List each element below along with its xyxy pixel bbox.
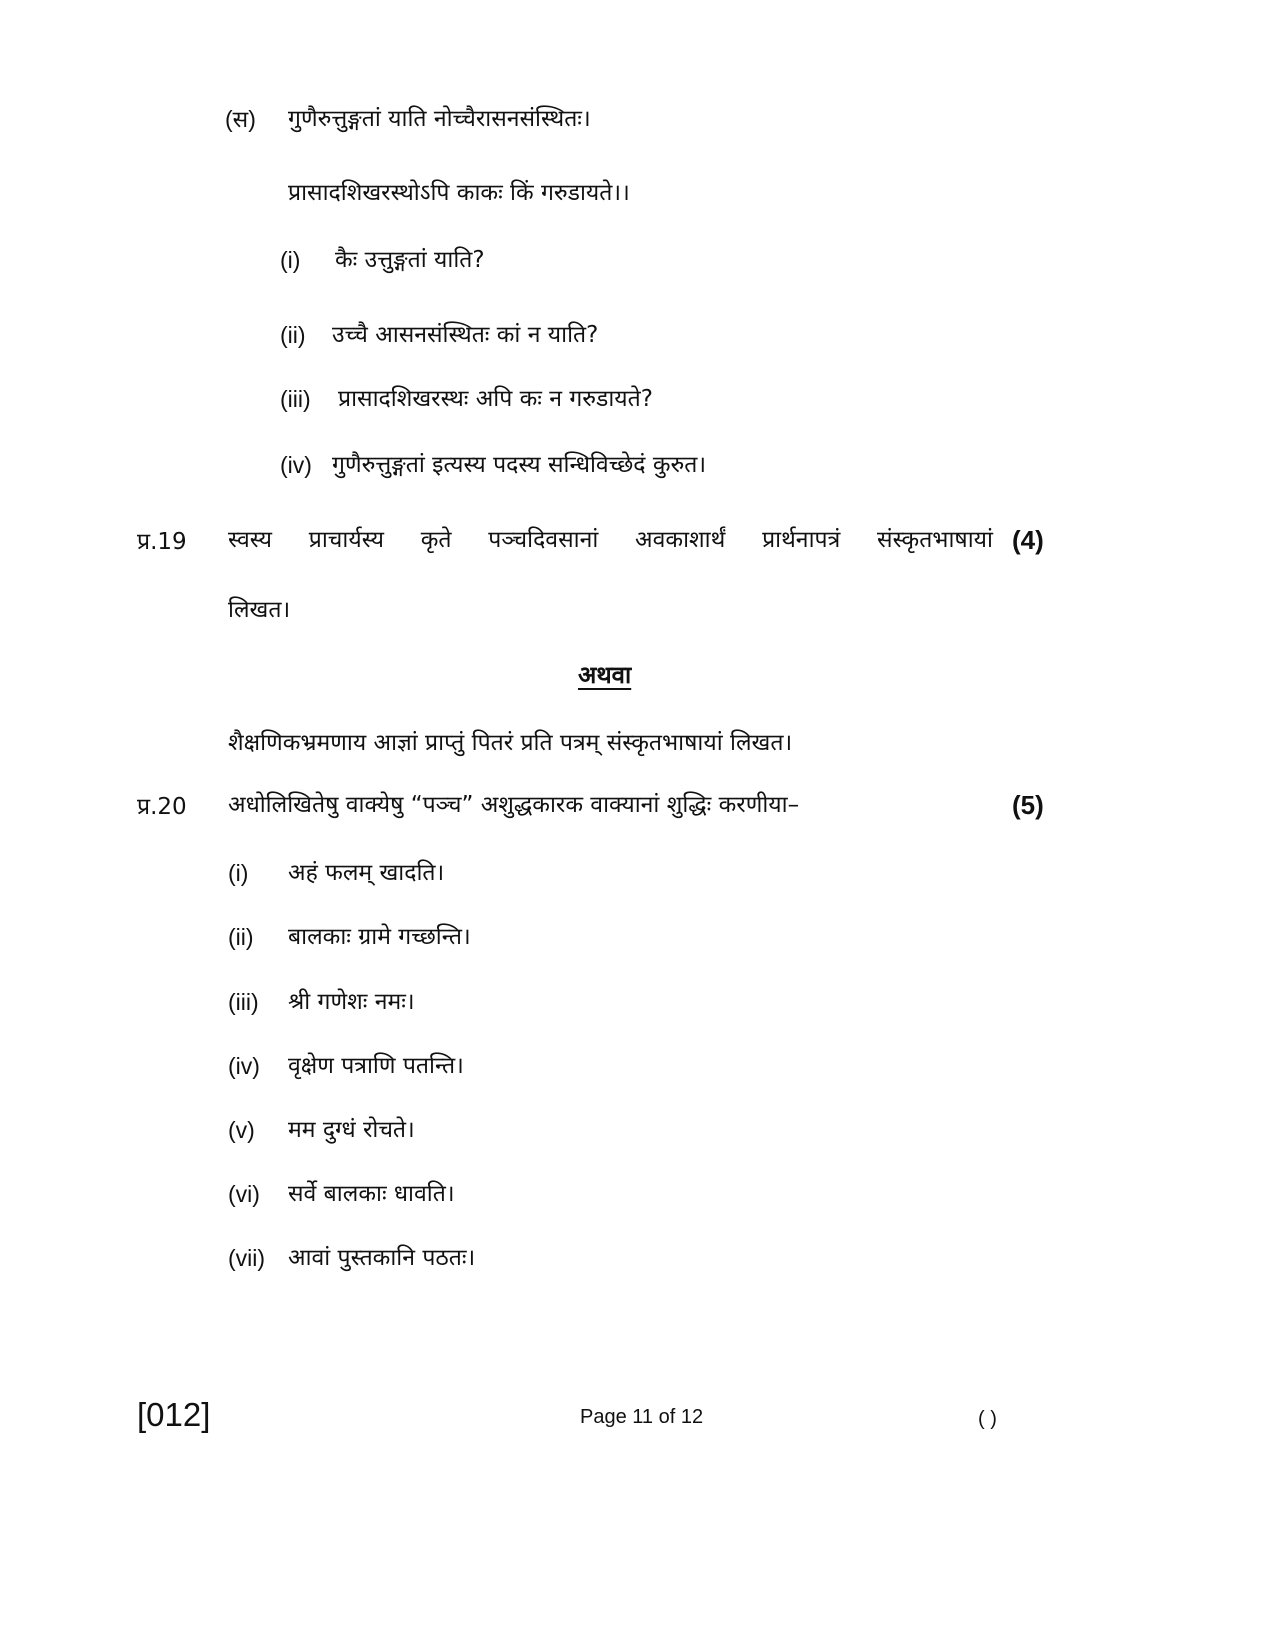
question-19-number: प्र.19 [137,529,187,555]
q19-word: संस्कृतभाषायां [877,527,993,553]
sentence-number: (i) [228,860,249,886]
verse-question-text: प्रासादशिखरस्थः अपि कः न गरुडायते? [338,386,653,412]
q19-word: प्रार्थनापत्रं [762,527,841,553]
verse-question-number: (iii) [280,386,311,412]
verse-question-number: (ii) [280,322,306,348]
question-19-line-1 [228,525,993,555]
question-20-number: प्र.20 [137,794,187,820]
sentence-text: श्री गणेशः नमः। [288,989,415,1015]
footer-right-marker: ( ) [978,1408,997,1430]
sentence-text: वृक्षेण पत्राणि पतन्ति। [288,1053,464,1079]
paper-code: [012] [137,1396,211,1433]
q19-word: कृते [420,527,452,553]
sentence-number: (iii) [228,989,259,1015]
sentence-number: (v) [228,1117,255,1143]
sentence-text: अहं फलम् खादति। [288,860,445,886]
sentence-number: (vii) [228,1245,266,1271]
question-19-alternative: शैक्षणिकभ्रमणाय आज्ञां प्राप्तुं पितरं प्रति पत्रम् संस्कृतभाषायां लिखत। [228,730,793,756]
q19-word: प्राचार्यस्य [308,527,384,553]
sentence-text: सर्वे बालकाः धावति। [288,1181,455,1207]
verse-question-number: (iv) [280,452,312,478]
q19-word: पञ्चदिवसानां [488,527,599,553]
verse-line-1: गुणैरुत्तुङ्गतां याति नोच्चैरासनसंस्थितः। [288,106,591,132]
q19-word: स्वस्य [228,527,273,553]
sentence-text: मम दुग्धं रोचते। [288,1117,415,1143]
verse-label: (स) [225,106,256,132]
question-20-text: अधोलिखितेषु वाक्येषु “पञ्च” अशुद्धकारक वाक्यानां शुद्धिः करणीया– [228,792,800,818]
question-19-line-2: लिखत। [228,597,291,623]
question-20-marks: (5) [1012,790,1044,820]
verse-question-number: (i) [280,247,301,273]
verse-line-2: प्रासादशिखरस्थोऽपि काकः किं गरुडायते।। [288,180,630,206]
sentence-number: (iv) [228,1053,260,1079]
verse-question-text: गुणैरुत्तुङ्गतां इत्यस्य पदस्य सन्धिविच्छेदं कुरुत। [332,452,707,478]
sentence-text: बालकाः ग्रामे गच्छन्ति। [288,924,471,950]
page-number: Page 11 of 12 [580,1406,704,1428]
sentence-number: (ii) [228,924,254,950]
q19-word: अवकाशार्थं [635,527,726,553]
or-heading: अथवा [578,661,632,689]
question-19-marks: (4) [1012,525,1044,555]
sentence-text: आवां पुस्तकानि पठतः। [288,1245,476,1271]
verse-question-text: उच्चै आसनसंस्थितः कां न याति? [332,322,599,348]
verse-question-text: कैः उत्तुङ्गतां याति? [335,247,485,273]
sentence-number: (vi) [228,1181,260,1207]
